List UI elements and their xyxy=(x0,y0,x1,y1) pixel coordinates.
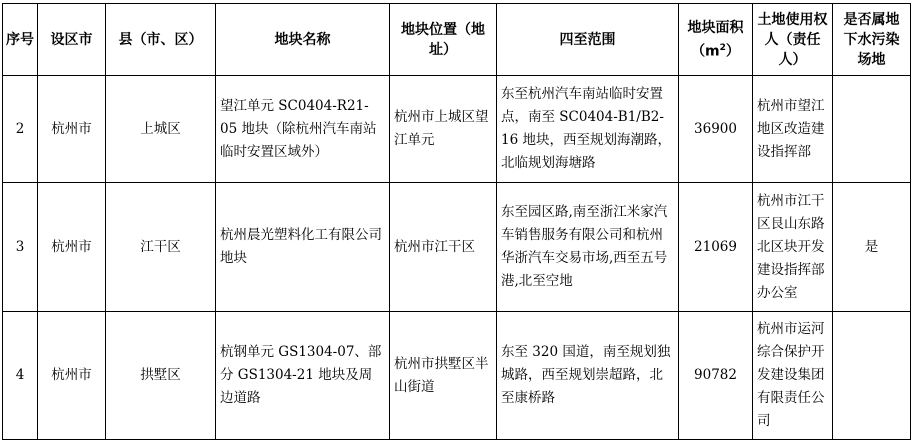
cell-seq: 4 xyxy=(3,312,38,440)
cell-bounds: 东至杭州汽车南站临时安置点，南至 SC0404-B1/B2-16 地块，西至规划海潮路，北临规划海塘路 xyxy=(497,76,679,183)
cell-city: 杭州市 xyxy=(38,312,106,440)
cell-seq: 3 xyxy=(3,183,38,312)
header-city: 设区市 xyxy=(38,4,106,76)
cell-area: 90782 xyxy=(679,312,753,440)
cell-holder: 杭州市江干区艮山东路北区块开发建设指挥部办公室 xyxy=(753,183,833,312)
cell-name: 杭钢单元 GS1304-07、部分 GS1304-21 地块及周边道路 xyxy=(216,312,390,440)
cell-area: 36900 xyxy=(679,76,753,183)
cell-location: 杭州市上城区望江单元 xyxy=(390,76,497,183)
table-header-row xyxy=(3,4,911,76)
header-bounds: 四至范围 xyxy=(497,4,679,76)
cell-holder: 杭州市望江地区改造建设指挥部 xyxy=(753,76,833,183)
header-holder: 土地使用权人（责任人） xyxy=(753,4,833,76)
header-location: 地块位置（地址） xyxy=(390,4,497,76)
header-county: 县（市、区） xyxy=(106,4,216,76)
header-area xyxy=(679,4,753,76)
land-parcel-table xyxy=(2,3,911,440)
header-area-close: ） xyxy=(725,43,740,60)
table-row xyxy=(3,76,911,183)
cell-area: 21069 xyxy=(679,183,753,312)
cell-name: 望江单元 SC0404-R21-05 地块（除杭州汽车南站临时安置区域外） xyxy=(216,76,390,183)
cell-county: 上城区 xyxy=(106,76,216,183)
header-area-unit: （m xyxy=(691,43,720,60)
header-area-label: 地块面积 xyxy=(687,19,744,36)
cell-location: 杭州市拱墅区半山街道 xyxy=(390,312,497,440)
table-row xyxy=(3,312,911,440)
cell-city: 杭州市 xyxy=(38,76,106,183)
cell-name: 杭州晨光塑料化工有限公司地块 xyxy=(216,183,390,312)
cell-location: 杭州市江干区 xyxy=(390,183,497,312)
cell-bounds: 东至园区路,南至浙江米家汽车销售服务有限公司和杭州华浙汽车交易市场,西至五号港,北至空地 xyxy=(497,183,679,312)
cell-county: 江干区 xyxy=(106,183,216,312)
header-seq: 序号 xyxy=(3,4,38,76)
header-area-sup: 2 xyxy=(719,42,726,53)
cell-sewage xyxy=(833,76,911,183)
cell-seq: 2 xyxy=(3,76,38,183)
table-row xyxy=(3,183,911,312)
cell-holder: 杭州市运河综合保护开发建设集团有限责任公司 xyxy=(753,312,833,440)
cell-city: 杭州市 xyxy=(38,183,106,312)
cell-bounds: 东至 320 国道，南至规划独城路，西至规划崇超路，北至康桥路 xyxy=(497,312,679,440)
cell-county: 拱墅区 xyxy=(106,312,216,440)
cell-sewage xyxy=(833,312,911,440)
header-sewage: 是否属地下水污染场地 xyxy=(833,4,911,76)
cell-sewage: 是 xyxy=(833,183,911,312)
header-name: 地块名称 xyxy=(216,4,390,76)
